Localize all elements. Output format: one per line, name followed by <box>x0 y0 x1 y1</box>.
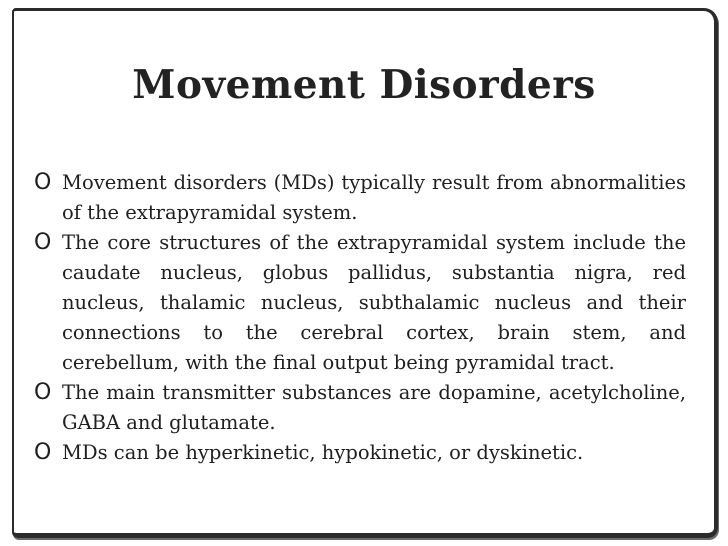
bullet-marker-icon: O <box>34 380 52 405</box>
slide-title: Movement Disorders <box>132 62 596 108</box>
bullet-item <box>34 378 686 438</box>
bullet-marker-icon: O <box>34 440 52 465</box>
bullet-item <box>34 438 686 468</box>
bullet-list <box>34 168 686 468</box>
bullet-item <box>34 168 686 228</box>
bullet-item <box>34 228 686 378</box>
bullet-text: Movement disorders (MDs) typically result from abnormalities of the extrapyramidal system. <box>62 171 686 224</box>
bullet-marker-icon: O <box>34 230 52 255</box>
bullet-text: The core structures of the extrapyramidal system include the caudate nucleus, globus pallidus, substantia nigra, red nucleus, thalamic nucleus, subthalamic nucleus and their connections to the cerebral cortex, brain stem, and cerebellum, with the final output being pyramidal tract. <box>62 231 686 374</box>
bullet-text: MDs can be hyperkinetic, hypokinetic, or dyskinetic. <box>62 441 584 464</box>
bullet-marker-icon: O <box>34 170 52 195</box>
bullet-text: The main transmitter substances are dopamine, acetylcholine, GABA and glutamate. <box>62 381 686 434</box>
